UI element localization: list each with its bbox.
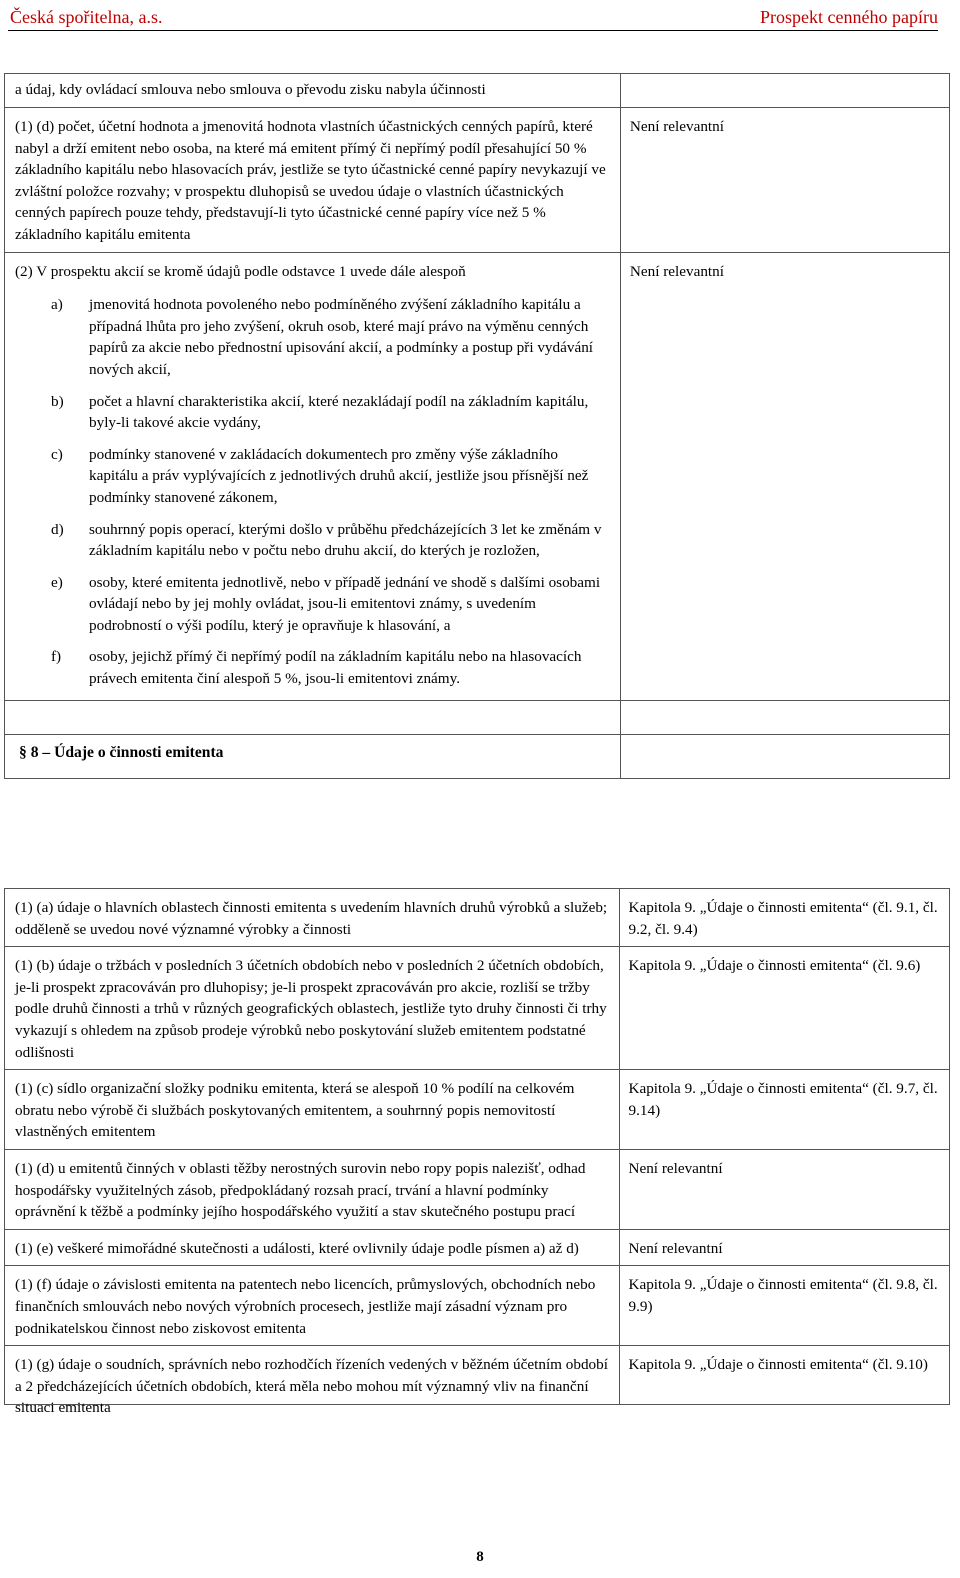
section-row: [5, 734, 950, 778]
table-row: [5, 889, 950, 947]
list-text: jmenovitá hodnota povoleného nebo podmíněného zvýšení základního kapitálu a případná lhůta pro jeho zvýšení, okruh osob, které mají právo na výměnu cenných papírů za akcie nebo přednostní upisování akcií, a podmínky a postup při vydávání nových akcií,: [89, 296, 594, 378]
list-letter: a): [51, 296, 63, 314]
list-item: [15, 444, 610, 509]
header-company: Česká spořitelna, a.s.: [10, 7, 163, 27]
row-reference: Není relevantní: [619, 1229, 950, 1266]
list-item: [15, 519, 610, 562]
table-row: [5, 947, 950, 1070]
list-letter: f): [51, 648, 62, 666]
row-intro: (2) V prospektu akcií se kromě údajů podle odstavce 1 uvede dále alespoň: [15, 262, 466, 280]
requirements-table-lower: [4, 888, 950, 1417]
table-row: [5, 74, 950, 108]
row-reference: Není relevantní: [619, 1149, 950, 1229]
table-row: [5, 1229, 950, 1266]
table-row: [5, 1070, 950, 1150]
list-letter: d): [51, 520, 64, 538]
list-letter: c): [51, 445, 63, 463]
row-text: (1) (b) údaje o tržbách v posledních 3 účetních obdobích nebo v posledních 2 účetních obdobích, je-li prospekt zpracováván pro dluhopisy; je-li prospekt zpracováván pro akcie, rozliší se tržby podle druhů činnosti a trhů v různých geografických oblastech, jestliže tyto druhy činnosti či trhy vykazují s ohledem na způsob prodeje výrobků nebo poskytování služeb emitentem podstatné odlišnosti: [5, 947, 620, 1070]
row-text: (1) (d) počet, účetní hodnota a jmenovitá hodnota vlastních účastnických cenných papírů, které nabyl a drží emitent nebo osoba, na které má emitent přímý či nepřímý podíl přesahující 50 % základního kapitálu nebo hlasovacích práv, jestliže se tyto účastnické cenné papíry nevykazují ve zvláštní položce rozvahy; v prospektu dluhopisů se uvedou údaje o vlastních účastnických cenných papírech pouze tehdy, představují-li tyto účastnické cenné papíry více než 5 % základního kapitálu emitenta: [5, 108, 621, 253]
list-letter: b): [51, 392, 64, 410]
row-reference: Kapitola 9. „Údaje o činnosti emitenta“ (čl. 9.6): [619, 947, 950, 1070]
list-letter: e): [51, 573, 63, 591]
list-item: [15, 294, 610, 380]
page-header: [8, 4, 938, 31]
row-reference: Kapitola 9. „Údaje o činnosti emitenta“ (čl. 9.8, čl. 9.9): [619, 1266, 950, 1346]
table-row: [5, 1266, 950, 1346]
row-reference: Není relevantní: [620, 108, 949, 253]
row-text: [5, 252, 621, 700]
row-reference: Není relevantní: [620, 252, 949, 700]
row-text-clip: (1) (g) údaje o soudních, správních nebo rozhodčích řízeních vedených v běžném účetním období a 2 předcházejících účetních obdobích, která měla nebo mohou mít významný vliv na finanční situaci emitenta: [15, 1356, 608, 1417]
list-text: osoby, jejichž přímý či nepřímý podíl na základním kapitálu nebo na hlasovacích právech emitenta činí alespoň 5 %, jsou-li emitentovi známy.: [89, 648, 582, 688]
table-row: [5, 252, 950, 700]
row-text: (1) (f) údaje o závislosti emitenta na patentech nebo licencích, průmyslových, obchodních nebo finančních smlouvách nebo nových výrobních procesech, jestliže mají zásadní význam pro podnikatelskou činnost nebo ziskovost emitenta: [5, 1266, 620, 1346]
row-reference: Kapitola 9. „Údaje o činnosti emitenta“ (čl. 9.1, čl. 9.2, čl. 9.4): [619, 889, 950, 947]
list-text: počet a hlavní charakteristika akcií, které nezakládají podíl na základním kapitálu, byly-li takové akcie vydány,: [89, 392, 589, 432]
row-reference: [620, 74, 949, 108]
section-heading: § 8 – Údaje o činnosti emitenta: [5, 734, 621, 778]
table-row: [5, 1346, 950, 1405]
requirements-table-upper: [4, 73, 950, 779]
list-text: souhrnný popis operací, kterými došlo v průběhu předcházejících 3 let ke změnám v základním kapitálu nebo v počtu nebo druhu akcií, do kterých je rozložen,: [89, 520, 602, 560]
list-item: [15, 646, 610, 689]
row-text: a údaj, kdy ovládací smlouva nebo smlouva o převodu zisku nabyla účinnosti: [5, 74, 621, 108]
table-row: [5, 700, 950, 734]
list-text: podmínky stanovené v zakládacích dokumentech pro změny výše základního kapitálu a práv vyplývajících z jednotlivých druhů akcií, jestliže jsou přísnější než podmínky stanovené zákonem,: [89, 445, 589, 506]
table-row: [5, 108, 950, 253]
page-number: 8: [476, 1549, 484, 1565]
row-text: (1) (a) údaje o hlavních oblastech činnosti emitenta s uvedením hlavních druhů výrobků a služeb; odděleně se uvedou nové významné výrobky a činnosti: [5, 889, 620, 947]
row-text: (1) (e) veškeré mimořádné skutečnosti a události, které ovlivnily údaje podle písmen a) až d): [5, 1229, 620, 1266]
row-reference: Kapitola 9. „Údaje o činnosti emitenta“ (čl. 9.7, čl. 9.14): [619, 1070, 950, 1150]
row-text: [5, 1346, 620, 1417]
row-text: (1) (c) sídlo organizační složky podniku emitenta, která se alespoň 10 % podílí na celkovém obratu nebo výrobě či službách poskytovaných emitentem, a souhrnný popis nemovitostí vlastněných emitentem: [5, 1070, 620, 1150]
list-item: [15, 572, 610, 637]
header-document-title: Prospekt cenného papíru: [760, 7, 938, 27]
row-text: (1) (d) u emitentů činných v oblasti těžby nerostných surovin nebo ropy popis nalezišť, odhad hospodářsky využitelných zásob, předpokládaný rozsah prací, trvání a hlavní podmínky oprávnění k těžbě a podmínky jejího hospodářského využití a stav skutečného postupu prací: [5, 1149, 620, 1229]
row-reference: Kapitola 9. „Údaje o činnosti emitenta“ (čl. 9.10): [619, 1346, 950, 1405]
table-row: [5, 1149, 950, 1229]
list-text: osoby, které emitenta jednotlivě, nebo v případě jednání ve shodě s dalšími osobami ovládají nebo by jej mohly ovládat, jsou-li emitentovi známy, s uvedením podrobností o výši podílu, který je opravňuje k hlasování, a: [89, 573, 601, 634]
list-item: [15, 391, 610, 434]
